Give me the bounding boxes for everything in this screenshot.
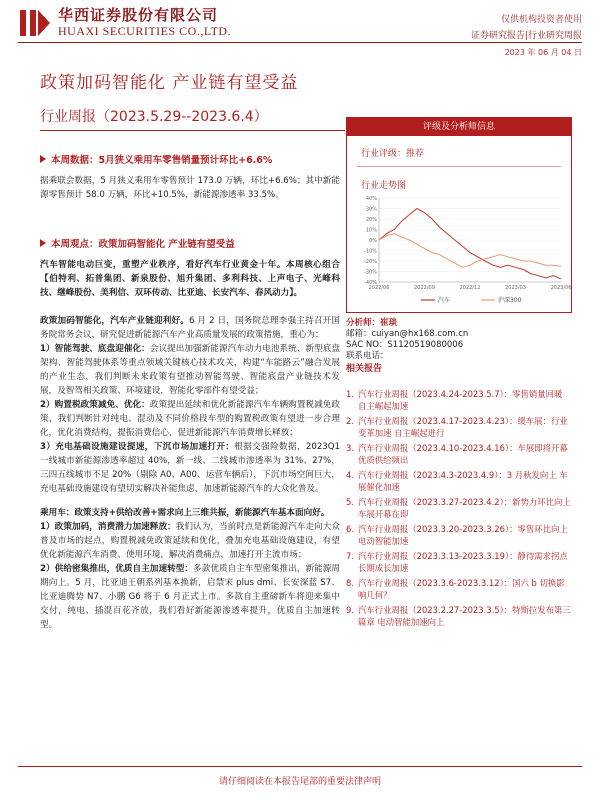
related-report-item[interactable] <box>346 415 572 439</box>
rating-box-header: 评级及分析师信息 <box>347 118 571 136</box>
related-report-title: 汽车行业周报（2023.4.24-2023.5.7）：零售销量回暖 自主崛起加速 <box>358 389 563 411</box>
related-report-title: 汽车行业周报（2023.3.20-2023.3.26）：零售环比向上 电动智能加速 <box>358 524 568 546</box>
related-report-number: 5. <box>346 497 354 507</box>
legend-label: 沪深300 <box>498 297 522 304</box>
trend-title: 行业走势图 <box>361 181 407 191</box>
related-report-number: 4. <box>346 470 354 480</box>
related-reports <box>346 388 572 631</box>
related-report-title: 汽车行业周报（2023.4.3-2023.4.9）：3 月秋发向上 车展催化加速 <box>358 470 568 492</box>
related-report-item[interactable] <box>346 442 572 466</box>
analyst-info <box>346 318 572 375</box>
related-report-item[interactable] <box>346 388 572 412</box>
brand-name-en: HUAXI SECURITIES CO.,LTD. <box>58 24 232 38</box>
related-report-number: 2. <box>346 416 354 426</box>
related-report-item[interactable] <box>346 469 572 493</box>
header-divider <box>18 42 582 43</box>
data-paragraph: 据乘联会数据，5 月狭义乘用车零售预计 173.0 万辆，环比+6.6%；其中新能源零售预计 58.0 万辆，环比+10.5%，新能源渗透率 33.5%。 <box>40 176 340 200</box>
y-tick-label: 10% <box>365 227 377 234</box>
related-report-title: 汽车行业周报（2023.4.10-2023.4.16）：车展即将开幕 优质供给频出 <box>358 443 568 465</box>
related-report-item[interactable] <box>346 550 572 574</box>
rating-divider <box>357 166 561 167</box>
analyst-name: 分析师：崔琰 <box>346 318 398 328</box>
audience-note: 仅供机构投资者使用 <box>500 15 582 25</box>
x-tick-label: 2022/06 <box>368 285 390 291</box>
related-report-item[interactable] <box>346 496 572 520</box>
related-heading: 相关报告 <box>346 364 383 374</box>
y-tick-label: -20% <box>364 259 377 265</box>
related-report-title: 汽车行业周报（2023.3.27-2023.4.2）：新势力环比向上 车展开幕在即 <box>358 497 571 519</box>
report-title: 政策加码智能化 产业链有望受益 <box>40 73 299 93</box>
related-report-number: 9. <box>346 605 354 615</box>
related-report-number: 1. <box>346 389 354 399</box>
y-tick-label: 30% <box>365 206 377 213</box>
related-report-number: 6. <box>346 524 354 534</box>
analyst-phone: 联系电话： <box>346 351 389 361</box>
report-type: 证券研究报告|行业研究周报 <box>470 31 582 41</box>
rating-box <box>346 117 572 313</box>
y-tick-label: -30% <box>364 269 377 276</box>
data-section <box>40 152 340 202</box>
title-divider <box>40 130 345 131</box>
related-report-item[interactable] <box>346 523 572 547</box>
core-portfolio: 汽车智能电动巨变，重塑产业秩序，看好汽车行业黄金十年。本周核心组合【伯特利、拓普集团、新泉股份、旭升集团、多利科技、上声电子、光峰科技、继峰股份、美利信、双环传动、比亚迪、长安汽车、春风动力】。 <box>40 260 340 298</box>
pc-item-1: 1）政策加码，消费潜力加速释放：我们认为，当前时点是新能源汽车走向大众普及市场的起点，购置税减免政策延续和优化，叠加充电基础设施建设，有望优化新能源汽车消费、使用环境，解决消费痛点，加速打开主流市场； <box>40 522 340 560</box>
related-report-title: 汽车行业周报（2023.4.17-2023.4.23）：缓车展：行业变革加速 自主崛起进行 <box>358 416 568 438</box>
related-report-number: 8. <box>346 578 354 588</box>
y-tick-label: -40% <box>364 280 377 286</box>
brand-name-cn: 华西证券股份有限公司 <box>58 6 219 24</box>
pc-item-2: 2）供给密集推出，优质自主加速转型：多款优质自主车型密集推出，新能源周期向上。5 月，比亚迪王朝系列基本换新，启禁宋 plus dmi、长安深蓝 S7、比亚迪腾势 N7、小鹏 G6 将于 6 月正式上市。多款自主重磅新车将迎来集中交付，纯电、插混百花齐放，我们看好新能源渗透率提升，优质自主加速转型。 <box>40 564 340 630</box>
related-report-title: 汽车行业周报（2023.3.6-2023.3.12）：国六 b 切换影响几何？ <box>358 578 565 600</box>
related-report-number: 3. <box>346 443 354 453</box>
y-tick-label: 20% <box>365 217 377 223</box>
related-report-number: 7. <box>346 551 354 561</box>
company-logo <box>18 6 52 40</box>
related-report-item[interactable] <box>346 577 572 601</box>
related-report-item[interactable] <box>346 604 572 628</box>
related-report-title: 汽车行业周报（2023.3.13-2023.3.19）：静待需求拐点 长期成长加速 <box>358 551 568 573</box>
view-section <box>40 236 340 632</box>
view-heading: 本周观点：政策加码智能化 产业链有望受益 <box>40 236 340 250</box>
report-date: 2023 年 06 月 04 日 <box>504 48 582 57</box>
footer-divider <box>18 766 582 767</box>
y-tick-label: 40% <box>365 196 377 202</box>
footer-note: 请仔细阅读在本报告尾部的重要法律声明 <box>218 777 381 787</box>
passenger-car-heading: 乘用车：政策支持+供给改善+需求向上三维共振，新能源汽车基本面向好。 <box>40 508 330 518</box>
analyst-email: 邮箱：cuiyan@hx168.com.cn <box>346 329 469 339</box>
policy-item-2: 2）购置税政策减免、优化：政策提出延续和优化新能源汽车车辆购置税减免政策，我们判断针对纯电、混动及不同价格段车型的购置税政策有望进一步合理化，优化消费结构，提振消费信心，促进新能源汽车消费增长释放； <box>40 400 340 438</box>
legend-label: 汽车 <box>438 297 451 304</box>
trend-chart <box>351 194 572 310</box>
policy-item-1: 1）智能驾驶、底盘迎催化：会议提出加强新能源汽车动力电池系统、新型底盘架构、智能驾驶体系等重点领域关键核心技术攻关，构建“车能路云”融合发展的产业生态，我们判断未来政策有望推动智能驾驶、智能底盘产业链技术发展，及智驾相关政策、环境建设，智能化零部件有望受益； <box>40 344 340 396</box>
data-heading: 本周数据：5月狭义乘用车零售销量预计环比+6.6% <box>40 152 340 166</box>
y-tick-label: -10% <box>364 248 377 255</box>
industry-rating: 行业评级：推荐 <box>361 149 425 159</box>
x-tick-label: 2023/06 <box>550 285 572 291</box>
y-tick-label: 0% <box>369 238 377 244</box>
triangle-bullet-icon <box>40 155 46 163</box>
report-subtitle: 行业周报（2023.5.29--2023.6.4） <box>40 109 268 125</box>
x-tick-label: 2023/03 <box>505 285 526 291</box>
policy-item-3: 3）充电基础设施建设提速，下沉市场加速打开：根据交强险数据，2023Q1 一线城市新能源渗透率超过 40%，新一线、二线城市渗透率为 31%、27%，三四五线城市不足 20%（剔除 A0、A00、运营车辆后），下沉市场空间巨大，充电基础设施建设有望切实解决补能焦虑，加速新能源汽车的大众化普及。 <box>40 442 340 494</box>
triangle-bullet-icon <box>40 239 46 247</box>
analyst-sac: SAC NO：S1120519080006 <box>346 340 464 350</box>
x-tick-label: 2022/12 <box>459 285 481 291</box>
policy-paragraph: 政策加码智能化，汽车产业链迎利好。6 月 2 日，国务院总理李强主持召开国务院常务会议，研究促进新能源汽车产业高质量发展的政策措施，重心为： <box>40 316 340 340</box>
related-report-title: 汽车行业周报（2023.2.27-2023.3.5）：特斯拉发布第三篇章 电动智能加速向上 <box>358 605 571 627</box>
x-tick-label: 2022/09 <box>414 285 435 291</box>
